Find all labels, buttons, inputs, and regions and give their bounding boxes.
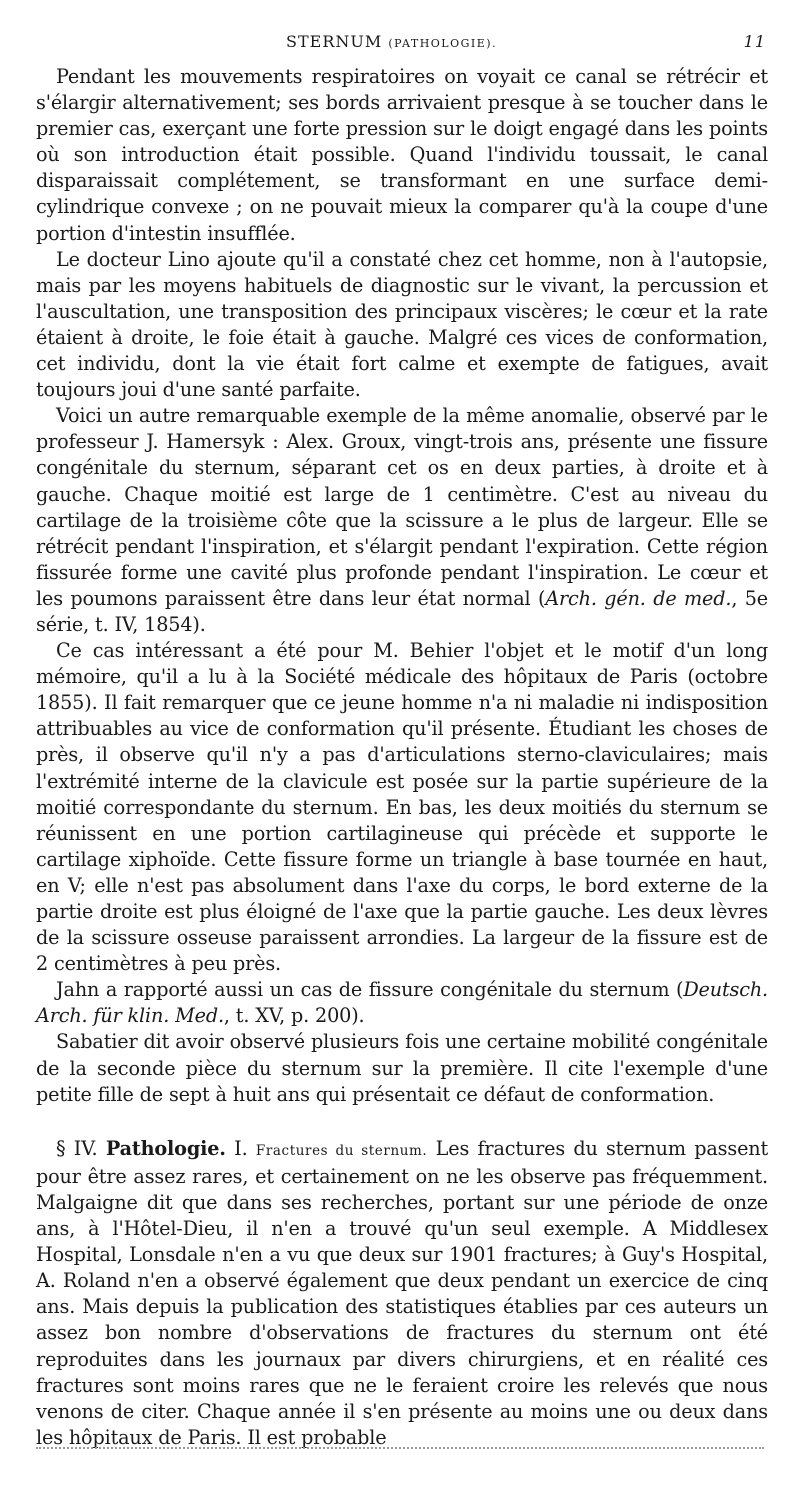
paragraph-3-text: Voici un autre remarquable exemple de la même anomalie, observé par le professeur J. Hamersyk : Alex. Groux, vingt-trois ans, présente une fissure congénitale du sternum, séparant cet os en deux parties, à droite et à gauche. Chaque moitié est large de 1 centimètre. C'est au niveau du cartilage de la troisième côte que la scissure a le plus de largeur. Elle se rétrécit pendant l'inspiration, et s'élargit pendant l'expiration. Cette région fissurée forme une cavité plus profonde pendant l'inspiration. Le cœur et les poumons paraissent être dans leur état normal ( xyxy=(36,404,768,610)
page-number: 11 xyxy=(743,32,766,51)
section-text: Les fractures du sternum passent pour être assez rares, et certainement on ne les observe pas fréquemment. Malgaigne dit que dans ses recherches, portant sur une période de onze ans, à l'Hôtel-Dieu, il n'en a trouvé qu'un seul exemple. A Middlesex Hospital, Lonsdale n'en a vu que deux sur 1901 fractures; à Guy's Hospital, A. Roland n'en a observé également que deux pendant un exercice de cinq ans. Mais depuis la publication des statistiques établies par ces auteurs un assez bon nombre d'observations de fractures du sternum ont été reproduites dans les journaux par divers chirurgiens, et en réalité ces fractures sont moins rares que ne le feraient croire les relevés que nous venons de citer. Chaque année il s'en présente au moins une ou deux dans les hôpitaux de Paris. Il est probable xyxy=(36,1136,769,1449)
header-subtitle: (PATHOLOGIE). xyxy=(388,37,498,50)
paragraph-6: Sabatier dit avoir observé plusieurs fois une certaine mobilité congénitale de la seconde pièce du sternum sur la première. Il cite l'exemple d'une petite fille de sept à huit ans qui présentait ce défaut de conformation. xyxy=(36,1030,768,1106)
paragraph-4: Ce cas intéressant a été pour M. Behier l'objet et le motif d'un long mémoire, qu'il a lu à la Société médicale des hôpitaux de Paris (octobre 1855). Il fait remarquer que ce jeune homme n'a ni maladie ni indisposition attribuables au vice de conformation qu'il présente. Étudiant les choses de près, il observe qu'il n'y a pas d'articulations sterno-claviculaires; mais l'extrémité interne de la clavicule est posée sur la partie supérieure de la moitié correspondante du sternum. En bas, les deux moitiés du sternum se réunissent en une portion cartilagineuse qui précède et supporte le cartilage xiphoïde. Cette fissure forme un triangle à base tournée en haut, en V; elle n'est pas absolument dans l'axe du corps, le bord externe de la partie droite est plus éloigné de l'axe que la partie gauche. Les deux lèvres de la scissure osseuse paraissent arrondies. La largeur de la fissure est de 2 centimètres à peu près. xyxy=(36,639,768,976)
section-spacer xyxy=(36,1108,768,1136)
footer-dotted-rule xyxy=(36,1447,764,1449)
citation-deutsch-arch: Deutsch. Arch. für klin. Med. xyxy=(36,978,768,1028)
paragraph-3 xyxy=(36,403,768,638)
paragraph-2: Le docteur Lino ajoute qu'il a constaté chez cet homme, non à l'autopsie, mais par les moyens habituels de diagnostic sur le vivant, la percussion et l'auscultation, une transposition des principaux viscères; le cœur et la rate étaient à droite, le foie était à gauche. Malgré ces vices de conformation, cet individu, dont la vie était fort calme et exempte de fatigues, avait toujours joui d'une santé parfaite. xyxy=(36,247,768,402)
running-title xyxy=(286,32,497,51)
document-page xyxy=(36,30,768,1451)
body-text xyxy=(36,64,768,1451)
paragraph-5-text: Jahn a rapporté aussi un cas de fissure congénitale du sternum ( xyxy=(56,978,684,1002)
section-number: § IV. xyxy=(56,1136,98,1160)
paragraph-1: Pendant les mouvements respiratoires on voyait ce canal se rétrécir et s'élargir alternativement; ses bords arrivaient presque à se toucher dans le premier cas, exerçant une forte pression sur le doigt engagé dans les points où son introduction était possible. Quand l'individu toussait, le canal disparaissait complétement, se transformant en une surface demi-cylindrique convexe ; on ne pouvait mieux la comparer qu'à la coupe d'une portion d'intestin insufflée. xyxy=(36,65,768,245)
running-header xyxy=(36,30,768,64)
section-heading: Pathologie. xyxy=(105,1136,226,1160)
paragraph-5-tail: , t. XV, p. 200). xyxy=(223,1004,365,1028)
subsection-number: I. xyxy=(234,1136,248,1160)
paragraph-5 xyxy=(36,977,768,1029)
header-title-text: STERNUM xyxy=(286,32,383,51)
section-paragraph xyxy=(36,1136,768,1451)
subsection-heading: Fractures du sternum. xyxy=(255,1142,428,1159)
paragraph-3-tail: , 5e série, t. IV, 1854). xyxy=(36,586,768,636)
citation-arch-gen: Arch. gén. de med. xyxy=(545,586,732,610)
